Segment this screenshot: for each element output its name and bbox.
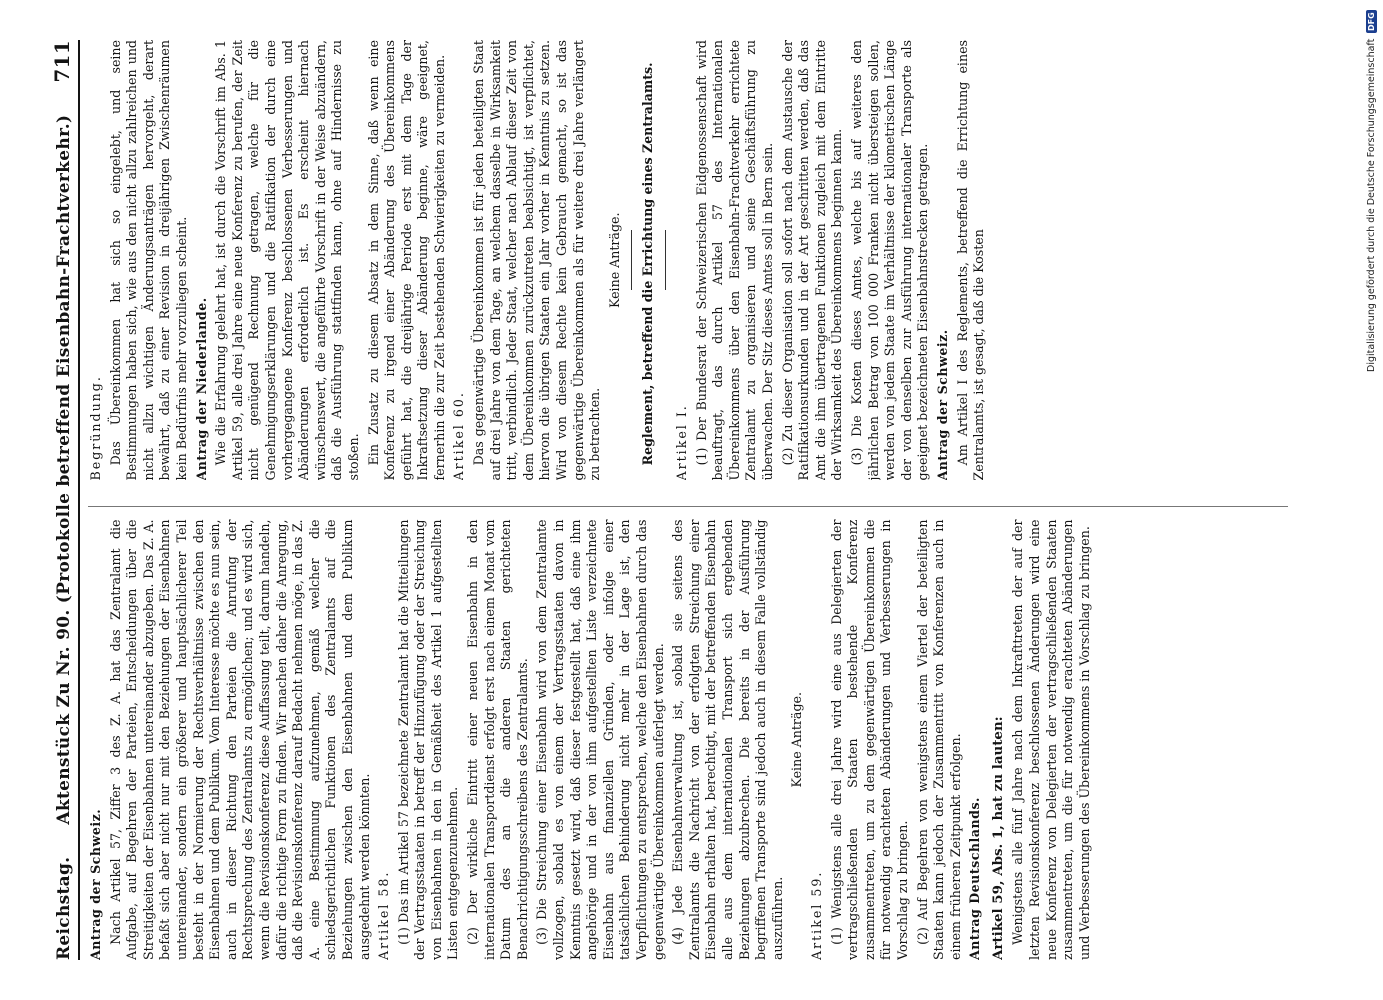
paragraph: (4) Jede Eisenbahnverwaltung ist, sobald sie seitens des Zentralamts die Nachricht von der erfolgten Streichung einer Eisenbahn erhalten hat, berechtigt, mit der betreffenden Eisenbahn alle aus dem internationalen Transport sich ergebenden Beziehungen abzubrechen. Die bereits in der Ausführung begriffenen Transporte sind jedoch auch in diesem Falle vollständig auszuführen.	[670, 519, 785, 960]
paragraph: Das gegenwärtige Übereinkommen ist für jeden beteiligten Staat auf drei Jahre von dem Tage, an welchem dasselbe in Wirksamkeit tritt, verbindlich. Jeder Staat, welcher nach Ablauf dieser Zeit von dem Übereinkommen zurückzutreten beabsichtigt, ist verpflichtet, hiervon die übrigen Staaten ein Jahr vorher in Kenntnis zu setzen. Wird von diesem Rechte kein Gebrauch gemacht, so ist das gegenwärtige Übereinkommen als für weitere drei Jahre verlängert zu betrachten.	[471, 40, 603, 481]
paragraph: (2) Zu dieser Organisation soll sofort nach dem Austausche der Ratifikationsurkunden und in der Art geschritten werden, daß das Amt die ihm übertragenen Funktionen zugleich mit dem Eintritte der Wirksamkeit des Übereinkommens beginnen kann.	[779, 40, 845, 481]
divider	[665, 230, 666, 290]
paragraph: Nach Artikel 57, Ziffer 3 des Z. A. hat das Zentralamt die Aufgabe, auf Begehren der Parteien, Entscheidungen über die Streitigkeiten der Eisenbahnen untereinander abzugeben. Das Z. A. befaßt sich aber nicht nur mit den Beziehungen der Eisenbahnen untereinander, sondern ein größerer und hauptsächlicherer Teil besteht in der Normierung der Rechtsverhältnisse zwischen den Eisenbahnen und dem Publikum. Vom Interesse möchte es nun sein, auch in dieser Richtung den Parteien die Anrufung der Rechtsprechung des Zentralamts zu ermöglichen; und es wird sich, wenn die Revisionskonferenz diese Auffassung teilt, darum handeln, dafür die richtige Form zu finden. Wir machen daher die Anregung, daß die Revisionskonferenz darauf Bedacht nehmen möge, in das Z. A. eine Bestimmung aufzunehmen, gemäß welcher die schiedsgerichtlichen Funktionen des Zentralamts auf die Beziehungen zwischen den Eisenbahnen und dem Publikum ausgedehnt werden könnten.	[107, 519, 372, 960]
paragraph: (3) Die Streichung einer Eisenbahn wird von dem Zentralamte vollzogen, sobald es von einem der Vertragsstaaten davon in Kenntnis gesetzt wird, daß dieser festgestellt hat, daß eine ihm angehörige und in der von ihm aufgestellten Liste verzeichnete Eisenbahn aus finanziellen Gründen, oder infolge einer tatsächlichen Behinderung nicht mehr in der Lage ist, den Verpflichtungen zu entsprechen, welche den Eisenbahnen durch das gegenwärtige Übereinkommen auferlegt werden.	[534, 519, 666, 960]
digitization-credit	[1366, 10, 1377, 372]
text-columns	[88, 40, 1288, 960]
paragraph: (3) Die Kosten dieses Amtes, welche bis auf weiteres den jährlichen Betrag von 100 000 Franken nicht übersteigen sollen, werden von jedem Staate im Verhältnisse der kilometrischen Länge der von denselben zur Ausführung internationaler Transporte als geeignet bezeichneten Eisenbahnstrecken getragen.	[848, 40, 931, 481]
no-motions-note: Keine Anträge.	[789, 692, 805, 788]
paragraph: Das Übereinkommen hat sich so eingelebt, und seine Bestimmungen haben sich, wie aus den nicht allzu zahlreichen und nicht allzu wichtigen Änderungsanträgen hervorgeht, derart bewährt, daß zu einer Revision in dreijährigen Zwischenräumen kein Bedürfnis mehr vorzuliegen scheint.	[107, 40, 189, 481]
section-heading: Antrag der Niederlande.	[193, 297, 209, 481]
header-center: Aktenstück Zu Nr. 90. (Protokolle betreffend Eisenbahn-Frachtverkehr.)	[54, 114, 74, 825]
paragraph: (1) Das im Artikel 57 bezeichnete Zentralamt hat die Mitteilungen der Vertragsstaaten in betreff der Hinzufügung oder der Streichung von Eisenbahnen in den in Gemäßheit des Artikel 1 aufgestellten Listen entgegenzunehmen.	[395, 519, 461, 960]
lead-line: Artikel 59, Abs. 1, hat zu lauten:	[989, 716, 1006, 960]
section-heading: Begründung.	[88, 375, 103, 481]
page-number: 711	[50, 40, 74, 83]
left-column	[88, 507, 1288, 961]
article-heading: Artikel I.	[674, 404, 689, 481]
paragraph: Ein Zusatz zu diesem Absatz in dem Sinne, daß wenn eine Konferenz zu irgend einer Abänderung des Übereinkommens geführt hat, die dreijährige Periode erst mit dem Tage der Inkraftsetzung dieser Abänderung beginne, wäre geeignet, fernerhin die zur Zeit bestehenden Schwierigkeiten zu vermeiden.	[365, 40, 447, 481]
paragraph: (2) Der wirkliche Eintritt einer neuen Eisenbahn in den internationalen Transportdienst erfolgt erst nach einem Monat vom Datum des an die anderen Staaten gerichteten Benachrichtigungsschreibens des Zentralamts.	[465, 519, 530, 960]
running-head	[50, 40, 80, 960]
section-heading: Antrag der Schweiz.	[88, 808, 103, 960]
no-motions-note: Keine Anträge.	[606, 212, 622, 308]
article-heading: Artikel 59.	[808, 870, 824, 960]
dfg-logo-icon: DFG	[1367, 12, 1376, 31]
header-left: Reichstag.	[54, 856, 74, 960]
regulation-title: Reglement, betreffend die Errichtung eines Zentralamts.	[640, 62, 656, 466]
section-heading: Antrag der Schweiz.	[934, 329, 950, 481]
section-heading: Antrag Deutschlands.	[967, 797, 983, 960]
article-heading: Artikel 60.	[451, 391, 467, 481]
paragraph: Am Artikel I des Reglements, betreffend die Errichtung eines Zentralamts, ist gesagt, daß die Kosten	[954, 40, 987, 481]
paragraph: (2) Auf Begehren von wenigstens einem Viertel der beteiligten Staaten kann jedoch der Zusammentritt von Konferenzen auch in einem früheren Zeitpunkt erfolgen.	[914, 519, 963, 960]
paragraph: (1) Wenigstens alle drei Jahre wird eine aus Delegierten der vertragschließenden Staaten bestehende Konferenz zusammentreten, um zu dem gegenwärtigen Übereinkommen die für notwendig erachteten Abänderungen und Verbesserungen in Vorschlag zu bringen.	[828, 519, 910, 960]
right-column	[88, 40, 1288, 481]
digitization-text: Digitalisierung gefördert durch die Deutsche Forschungsgemeinschaft	[1366, 38, 1377, 372]
divider	[631, 230, 632, 290]
paragraph: Wie die Erfahrung gelehrt hat, ist durch die Vorschrift im Abs. 1 Artikel 59, alle drei Jahre eine neue Konferenz zu berufen, der Zeit nicht genügend Rechnung getragen, welche für die Genehmigungserklärungen und die Ratifikation der durch eine vorhergegangene Konferenz beschlossenen Verbesserungen und Abänderungen erforderlich ist. Es erscheint hiernach wünschenswert, die angeführte Vorschrift in der Weise abzuändern, daß die Ausführung stattfinden kann, ohne auf Hindernisse zu stoßen.	[213, 40, 361, 481]
paragraph: Wenigstens alle fünf Jahre nach dem Inkrafttreten der auf der letzten Revisionskonferenz beschlossenen Änderungen wird eine neue Konferenz von Delegierten der vertragschließenden Staaten zusammentreten, um die für notwendig erachteten Abänderungen und Verbesserungen des Übereinkommens in Vorschlag zu bringen.	[1010, 519, 1092, 960]
paragraph: (1) Der Bundesrat der Schweizerischen Eidgenossenschaft wird beauftragt, das durch Artikel 57 des Internationalen Übereinkommens über den Eisenbahn-Frachtverkehr errichtete Zentralamt zu organisieren und seine Geschäftsführung zu überwachen. Der Sitz dieses Amtes soll in Bern sein.	[693, 40, 775, 481]
article-heading: Artikel 58.	[376, 870, 392, 960]
